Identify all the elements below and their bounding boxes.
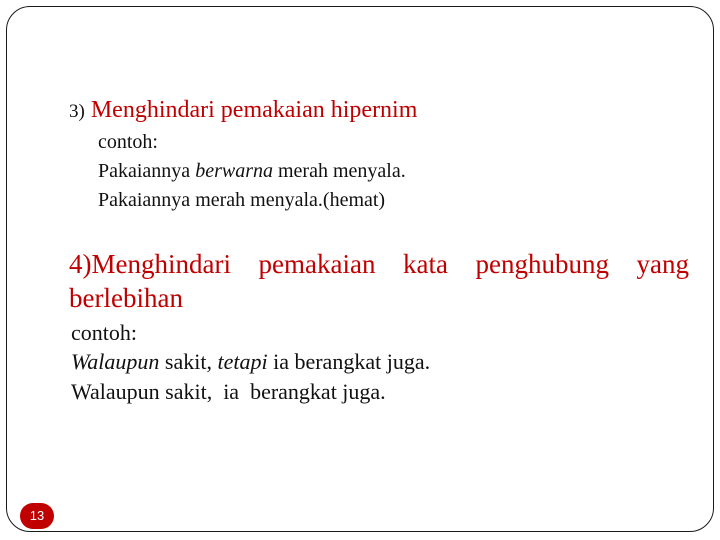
point3-example-line2: Pakaiannya merah menyala.(hemat) xyxy=(98,189,386,211)
point3-heading xyxy=(69,97,417,124)
point3-line1-emphasis: berwarna xyxy=(195,160,273,182)
point3-example-line1 xyxy=(98,160,406,183)
point4-example-label: contoh: xyxy=(71,320,137,345)
point3-number: 3) xyxy=(69,101,85,122)
slide-frame xyxy=(6,6,714,532)
point4-line1-mid: sakit, xyxy=(159,349,218,374)
point4-heading-continued: berlebihan xyxy=(69,283,183,313)
point4-line1-post: ia berangkat juga. xyxy=(267,349,431,374)
point4-line1-emphasis1: Walaupun xyxy=(71,349,160,374)
point3-line1-post: merah menyala. xyxy=(272,160,406,182)
point4-example-line1 xyxy=(71,349,430,375)
point4-example-line2: Walaupun sakit, ia berangkat juga. xyxy=(71,379,386,404)
page-number-badge: 13 xyxy=(20,503,54,529)
point3-example-label: contoh: xyxy=(98,131,158,153)
point3-line1-pre: Pakaiannya xyxy=(98,160,196,182)
point4-heading: 4)Menghindari pemakaian kata penghubung yang xyxy=(69,249,689,279)
point3-heading-text: Menghindari pemakaian hipernim xyxy=(90,97,418,123)
point4-line1-emphasis2: tetapi xyxy=(217,349,268,374)
